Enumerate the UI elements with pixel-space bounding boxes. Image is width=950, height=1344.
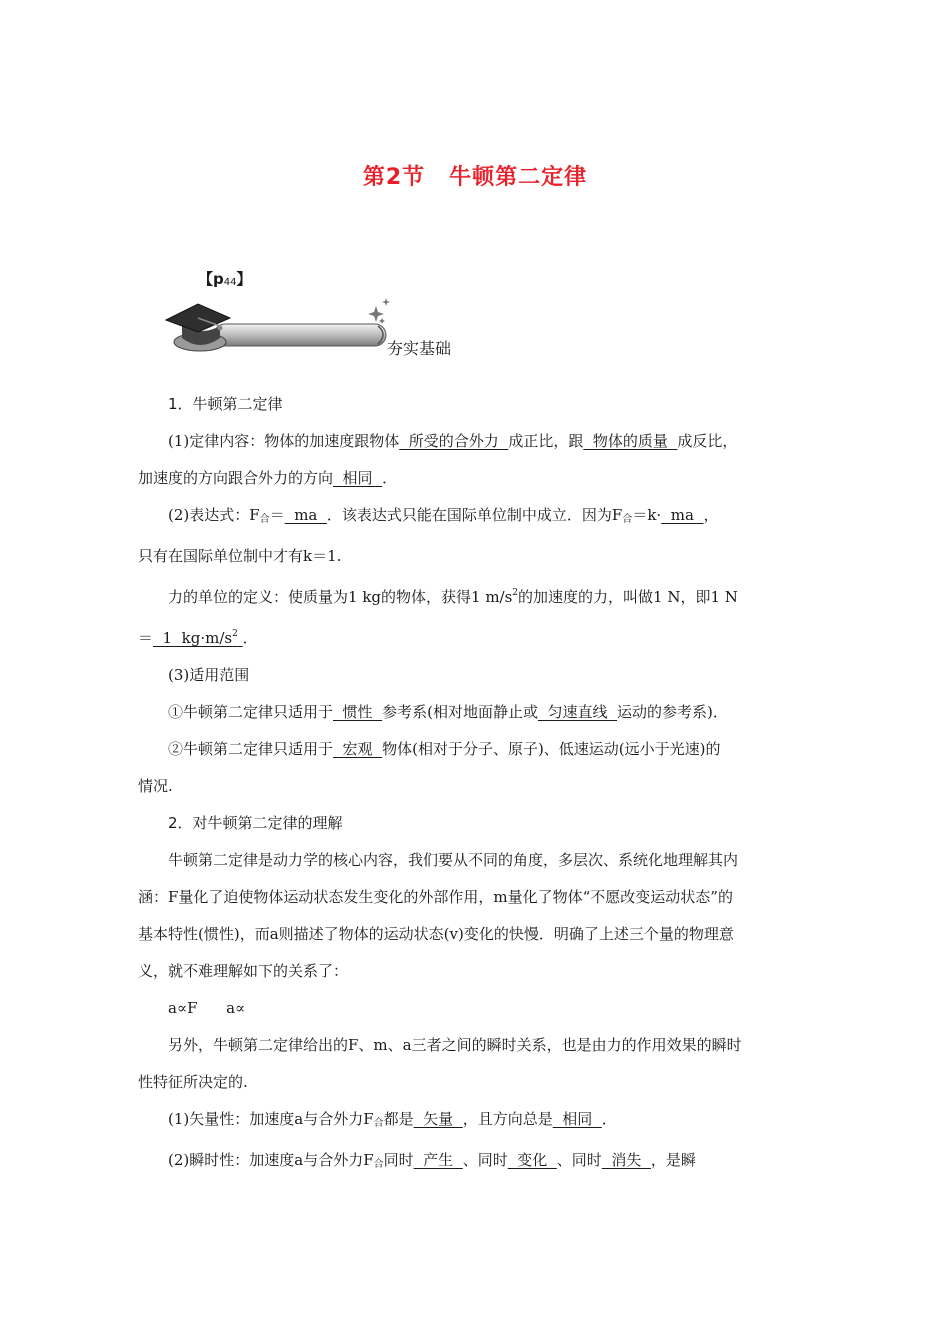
blank-answer: 变化 [507,1151,557,1169]
paragraph: (1)矢量性：加速度a与合外力$F_合$都是 矢量 ，且方向总是 相同 ． [168,1110,617,1129]
sparkle-icon [368,298,390,324]
paragraph: (2)瞬时性：加速度a与合外力$F_合$同时 产生 、同时 变化 、同时 消失 ，是瞬 [168,1151,696,1170]
graduation-cap-icon [166,304,230,351]
blank-answer: 1 $kg\cdot m/s^2$ [153,629,238,647]
blank-answer: 匀速直线 [537,703,618,721]
paragraph: ②牛顿第二定律只适用于 宏观 物体(相对于分子、原子)、低速运动(远小于光速)的 [168,740,721,758]
section-2-heading: 2．对牛顿第二定律的理解 [168,814,343,832]
paragraph: 义，就不难理解如下的关系了： [138,962,349,980]
paragraph: 基本特性(惯性)，而a则描述了物体的运动状态(v)变化的快慢．明确了上述三个量的物理意 [138,925,734,943]
paragraph: 情况. [138,777,173,795]
blank-answer: 相同 [333,469,383,487]
paragraph: 涵：F量化了迫使物体运动状态发生变化的外部作用，m量化了物体“不愿改变运动状态”的 [138,888,733,906]
paragraph: ＝ 1 $kg\cdot m/s^2$ ． [138,629,258,647]
paragraph: (1)定律内容：物体的加速度跟物体 所受的合外力 成正比，跟 物体的质量 成反比， [168,432,738,450]
section-name: 牛顿第二定律 [449,165,588,190]
section-1-heading: 1．牛顿第二定律 [168,395,283,413]
formula-line: a∝F a∝ [168,999,246,1017]
paragraph: 只有在国际单位制中才有k＝1. [138,547,342,565]
paragraph: 力的单位的定义：使质量为1 kg的物体，获得1 $m/s^2$的加速度的力，叫做1 N，即1 N [168,588,738,606]
section-number: 第2节 [362,165,426,190]
paragraph: 另外，牛顿第二定律给出的F、m、a三者之间的瞬时关系，也是由力的作用效果的瞬时 [168,1036,742,1054]
blank-answer: 宏观 [333,740,383,758]
blank-answer: ma [661,506,704,524]
page-reference: 【$p_{44}$】 [198,270,252,288]
paragraph: (3)适用范围 [168,666,250,684]
blank-answer: 矢量 [413,1110,463,1128]
blank-answer: 所受的合外力 [399,432,509,450]
blank-answer: 消失 [601,1151,651,1169]
blank-answer: 惯性 [333,703,383,721]
document-body [138,386,818,1183]
blank-answer: 物体的质量 [583,432,678,450]
paragraph: 牛顿第二定律是动力学的核心内容，我们要从不同的角度，多层次、系统化地理解其内 [168,851,739,869]
paragraph: 加速度的方向跟合外力的方向 相同 ． [138,469,398,487]
page-title [0,160,950,191]
blank-answer: ma [284,506,327,524]
banner-label: 夯实基础 [387,339,452,358]
blank-answer: 相同 [552,1110,602,1128]
paragraph: (2)表达式：$F_合=$ ma ．该表达式只能在国际单位制中成立．因为$F_合=k\cdot$ ma ， [168,506,719,525]
paragraph: 性特征所决定的. [138,1073,248,1091]
paragraph: ①牛顿第二定律只适用于 惯性 参考系(相对地面静止或 匀速直线 运动的参考系)． [168,703,728,721]
blank-answer: 产生 [413,1151,463,1169]
